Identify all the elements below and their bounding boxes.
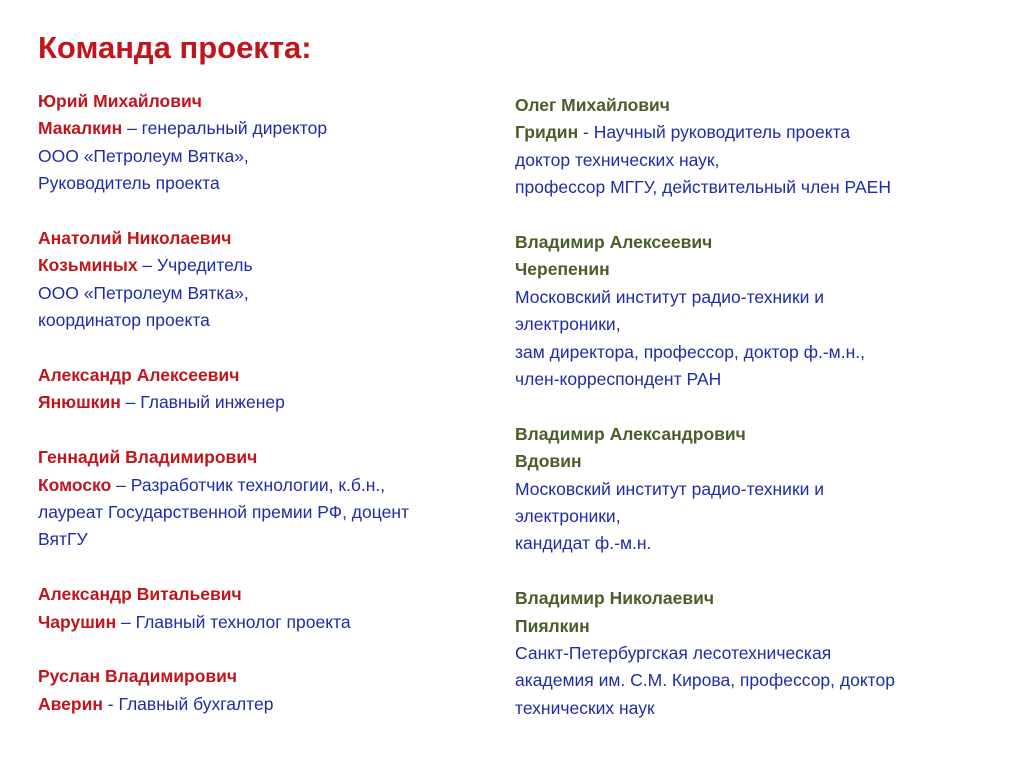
member-detail-line: Санкт-Петербургская лесотехническая xyxy=(515,643,832,664)
team-member-piyalkin xyxy=(515,585,895,722)
member-detail-line: электроники, xyxy=(515,506,621,527)
member-detail-line: Руководитель проекта xyxy=(38,173,220,194)
member-last-name: Вдовин xyxy=(515,451,582,472)
member-role: – Разработчик технологии, к.б.н., xyxy=(111,474,386,495)
member-first-name: Владимир Николаевич xyxy=(515,588,715,609)
member-last-name: Чарушин xyxy=(38,611,117,632)
member-detail-line: академия им. С.М. Кирова, профессор, доктор xyxy=(515,670,895,691)
member-first-name: Геннадий Владимирович xyxy=(38,447,258,468)
member-detail-line: профессор МГГУ, действительный член РАЕН xyxy=(515,177,891,198)
team-member-komosko xyxy=(38,444,409,554)
member-last-name: Черепенин xyxy=(515,259,610,280)
member-detail-line: кандидат ф.-м.н. xyxy=(515,533,652,554)
member-role: - Научный руководитель проекта xyxy=(578,122,851,143)
member-first-name: Юрий Михайлович xyxy=(38,91,202,111)
team-member-gridin xyxy=(515,92,895,202)
member-first-name: Анатолий Николаевич xyxy=(38,228,232,249)
member-detail-line: член-корреспондент РАН xyxy=(515,369,722,390)
team-member-averin xyxy=(38,663,409,718)
team-member-cherepenin xyxy=(515,229,895,393)
team-member-kozminykh xyxy=(38,225,409,335)
member-detail-line: ООО «Петролеум Вятка», xyxy=(38,145,249,166)
member-detail-line: координатор проекта xyxy=(38,310,210,331)
member-detail-line: лауреат Государственной премии РФ, доцент xyxy=(38,502,409,523)
team-member-vdovin xyxy=(515,421,895,558)
member-first-name: Владимир Алексеевич xyxy=(515,232,713,253)
member-role: – Главный технолог проекта xyxy=(116,611,351,632)
member-detail-line: электроники, xyxy=(515,314,621,335)
member-detail-line: доктор технических наук, xyxy=(515,149,720,170)
page-title: Команда проекта: xyxy=(38,30,312,65)
member-last-name: Гридин xyxy=(515,122,579,143)
member-last-name: Козьминых xyxy=(38,255,138,276)
member-last-name: Комоско xyxy=(38,474,112,495)
member-detail-line: технических наук xyxy=(515,697,655,718)
member-detail-line: зам директора, профессор, доктор ф.-м.н., xyxy=(515,341,865,362)
member-detail-line: ВятГУ xyxy=(38,529,88,550)
member-first-name: Александр Витальевич xyxy=(38,584,242,605)
member-last-name: Макалкин xyxy=(38,118,123,139)
member-detail-line: Московский институт радио-техники и xyxy=(515,286,825,307)
right-column xyxy=(515,92,895,722)
member-detail-line: Московский институт радио-техники и xyxy=(515,478,825,499)
member-last-name: Пиялкин xyxy=(515,615,590,636)
member-role: - Главный бухгалтер xyxy=(102,693,274,714)
team-member-yanyushkin xyxy=(38,362,409,417)
left-column xyxy=(38,88,409,718)
member-first-name: Олег Михайлович xyxy=(515,95,670,115)
member-role: – генеральный директор xyxy=(122,118,328,139)
member-first-name: Владимир Александрович xyxy=(515,423,746,444)
team-member-makalkin xyxy=(38,88,409,198)
team-member-charushin xyxy=(38,581,409,636)
member-role: – Учредитель xyxy=(137,255,253,276)
member-last-name: Янюшкин xyxy=(38,392,121,413)
member-first-name: Руслан Владимирович xyxy=(38,666,238,687)
member-last-name: Аверин xyxy=(38,693,103,714)
member-first-name: Александр Алексеевич xyxy=(38,365,240,386)
member-role: – Главный инженер xyxy=(120,392,285,413)
member-detail-line: ООО «Петролеум Вятка», xyxy=(38,282,249,303)
